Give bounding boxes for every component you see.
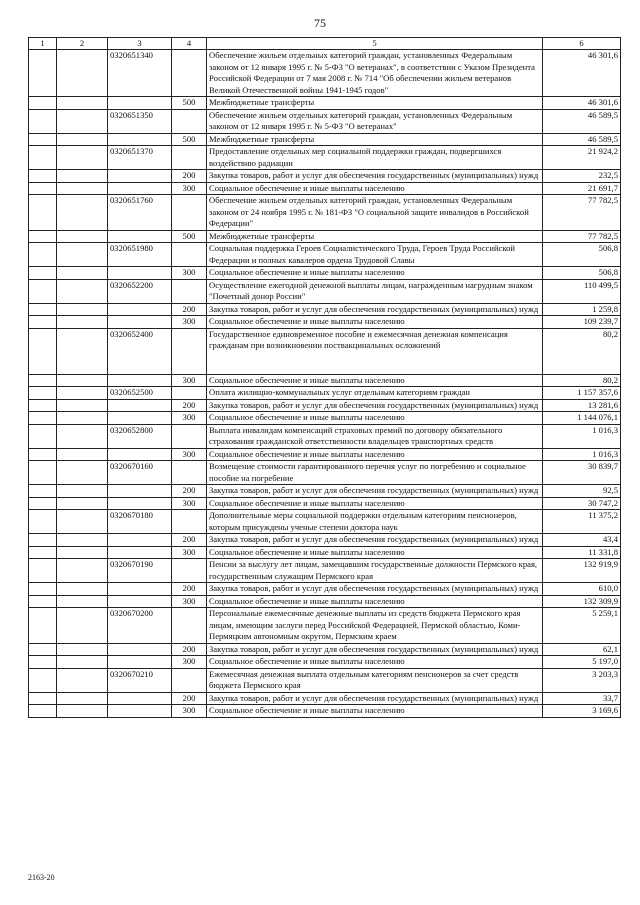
item-description: Пенсии за выслугу лет лицам, замещавшим государственные должности Пермского края, государственным служащим Пермского края [207,559,543,583]
target-article-code: 0320670180 [108,510,172,534]
amount-value: 11 331,8 [543,546,621,559]
table-row [29,399,621,412]
expense-type-code [172,510,207,534]
cell-col1 [29,510,57,534]
header-cell: 5 [207,38,543,50]
expense-type-code: 500 [172,230,207,243]
amount-value: 232,5 [543,170,621,183]
table-row [29,510,621,534]
amount-value: 132 309,9 [543,595,621,608]
expense-type-code [172,146,207,170]
expense-type-code [172,424,207,448]
budget-table [28,37,621,718]
table-body [29,38,621,718]
cell-col1 [29,109,57,133]
item-description: Возмещение стоимости гарантированного перечня услуг по погребению и социальное пособие на погребение [207,461,543,485]
cell-col2 [57,303,108,316]
amount-value: 3 169,6 [543,705,621,718]
header-cell: 4 [172,38,207,50]
expense-type-code: 300 [172,267,207,280]
target-article-code [108,230,172,243]
table-row [29,668,621,692]
amount-value: 109 239,7 [543,316,621,329]
cell-col2 [57,243,108,267]
target-article-code [108,97,172,110]
expense-type-code [172,461,207,485]
amount-value: 610,0 [543,583,621,596]
expense-type-code: 200 [172,303,207,316]
amount-value: 110 499,5 [543,279,621,303]
table-row [29,559,621,583]
cell-col2 [57,328,108,374]
amount-value: 1 144 076,1 [543,412,621,425]
table-row [29,243,621,267]
expense-type-code: 300 [172,497,207,510]
cell-col1 [29,461,57,485]
amount-value: 43,4 [543,534,621,547]
expense-type-code: 300 [172,705,207,718]
amount-value: 5 197,0 [543,656,621,669]
expense-type-code: 300 [172,412,207,425]
item-description: Оплата жилищно-коммунальных услуг отдельным категориям граждан [207,387,543,400]
table-row [29,461,621,485]
amount-value: 1 016,3 [543,448,621,461]
cell-col1 [29,583,57,596]
amount-value: 1 157 357,6 [543,387,621,400]
item-description: Закупка товаров, работ и услуг для обеспечения государственных (муниципальных) нужд [207,170,543,183]
amount-value: 77 782,5 [543,230,621,243]
cell-col1 [29,497,57,510]
amount-value: 132 919,9 [543,559,621,583]
table-row [29,303,621,316]
cell-col2 [57,608,108,644]
expense-type-code [172,243,207,267]
cell-col1 [29,387,57,400]
header-cell: 1 [29,38,57,50]
target-article-code: 0320670160 [108,461,172,485]
item-description: Закупка товаров, работ и услуг для обеспечения государственных (муниципальных) нужд [207,692,543,705]
cell-col2 [57,182,108,195]
cell-col2 [57,705,108,718]
amount-value: 13 281,6 [543,399,621,412]
table-row [29,267,621,280]
amount-value: 62,1 [543,643,621,656]
cell-col1 [29,303,57,316]
table-row [29,279,621,303]
target-article-code [108,534,172,547]
item-description: Социальное обеспечение и иные выплаты населению [207,316,543,329]
expense-type-code: 200 [172,643,207,656]
cell-col1 [29,328,57,374]
item-description: Межбюджетные трансферты [207,230,543,243]
cell-col2 [57,374,108,387]
amount-value: 80,2 [543,374,621,387]
cell-col1 [29,608,57,644]
cell-col2 [57,448,108,461]
cell-col1 [29,195,57,231]
item-description: Социальное обеспечение и иные выплаты населению [207,656,543,669]
item-description: Социальное обеспечение и иные выплаты населению [207,412,543,425]
page-number: 75 [314,16,326,30]
amount-value: 506,8 [543,267,621,280]
item-description: Предоставление отдельных мер социальной поддержки граждан, подвергшихся воздействию радиации [207,146,543,170]
item-description: Социальное обеспечение и иные выплаты населению [207,546,543,559]
target-article-code [108,595,172,608]
cell-col1 [29,170,57,183]
target-article-code: 0320651760 [108,195,172,231]
table-row [29,182,621,195]
target-article-code: 0320670210 [108,668,172,692]
header-cell: 2 [57,38,108,50]
item-description: Социальное обеспечение и иные выплаты населению [207,267,543,280]
expense-type-code: 300 [172,316,207,329]
amount-value: 5 259,1 [543,608,621,644]
item-description: Государственное единовременное пособие и ежемесячная денежная компенсация гражданам при возникновении поствакцинальных осложнений [207,328,543,374]
table-row [29,170,621,183]
expense-type-code: 300 [172,595,207,608]
target-article-code [108,546,172,559]
table-row [29,705,621,718]
cell-col1 [29,448,57,461]
cell-col1 [29,595,57,608]
amount-value: 21 924,2 [543,146,621,170]
item-description: Обеспечение жильем отдельных категорий граждан, установленных Федеральным законом от 12 января 1995 г. № 5-ФЗ "О ветеранах", в соответствии с Указом Президента Российской Федерации от 7 мая 2008 г. № 714 "Об обеспечении жильем ветеранов Великой Отечественной войны 1941-1945 годов" [207,50,543,97]
expense-type-code: 200 [172,583,207,596]
target-article-code: 0320652400 [108,328,172,374]
target-article-code: 0320652500 [108,387,172,400]
item-description: Социальная поддержка Героев Социалистического Труда, Героев Труда Российской Федерации и полных кавалеров ордена Трудовой Славы [207,243,543,267]
cell-col2 [57,50,108,97]
amount-value: 46 589,5 [543,133,621,146]
amount-value: 80,2 [543,328,621,374]
expense-type-code [172,608,207,644]
target-article-code [108,705,172,718]
cell-col2 [57,424,108,448]
target-article-code [108,182,172,195]
expense-type-code [172,328,207,374]
expense-type-code [172,195,207,231]
amount-value: 30 839,7 [543,461,621,485]
cell-col2 [57,595,108,608]
table-row [29,656,621,669]
table-row [29,146,621,170]
cell-col2 [57,510,108,534]
cell-col1 [29,267,57,280]
target-article-code [108,692,172,705]
cell-col2 [57,534,108,547]
table-row [29,230,621,243]
cell-col1 [29,316,57,329]
item-description: Межбюджетные трансферты [207,97,543,110]
cell-col2 [57,399,108,412]
amount-value: 46 589,5 [543,109,621,133]
expense-type-code: 300 [172,656,207,669]
target-article-code [108,133,172,146]
expense-type-code [172,279,207,303]
target-article-code [108,316,172,329]
header-cell: 6 [543,38,621,50]
target-article-code [108,497,172,510]
amount-value: 92,5 [543,485,621,498]
cell-col2 [57,279,108,303]
expense-type-code: 200 [172,692,207,705]
cell-col2 [57,656,108,669]
cell-col2 [57,583,108,596]
cell-col2 [57,485,108,498]
target-article-code: 0320670190 [108,559,172,583]
cell-col2 [57,497,108,510]
item-description: Закупка товаров, работ и услуг для обеспечения государственных (муниципальных) нужд [207,485,543,498]
cell-col1 [29,643,57,656]
cell-col1 [29,534,57,547]
cell-col2 [57,133,108,146]
table-row [29,448,621,461]
cell-col2 [57,546,108,559]
cell-col1 [29,424,57,448]
expense-type-code [172,50,207,97]
item-description: Социальное обеспечение и иные выплаты населению [207,448,543,461]
amount-value: 506,8 [543,243,621,267]
amount-value: 3 203,3 [543,668,621,692]
expense-type-code: 300 [172,448,207,461]
amount-value: 1 259,8 [543,303,621,316]
target-article-code: 0320651350 [108,109,172,133]
target-article-code [108,485,172,498]
table-row [29,109,621,133]
target-article-code [108,412,172,425]
cell-col1 [29,243,57,267]
table-row [29,50,621,97]
table-row [29,133,621,146]
target-article-code: 0320651980 [108,243,172,267]
item-description: Социальное обеспечение и иные выплаты населению [207,374,543,387]
expense-type-code [172,109,207,133]
table-row [29,534,621,547]
amount-value: 46 301,6 [543,97,621,110]
amount-value: 46 301,6 [543,50,621,97]
item-description: Социальное обеспечение и иные выплаты населению [207,595,543,608]
expense-type-code: 200 [172,534,207,547]
expense-type-code: 500 [172,133,207,146]
expense-type-code: 200 [172,399,207,412]
cell-col1 [29,182,57,195]
cell-col2 [57,387,108,400]
cell-col2 [57,146,108,170]
cell-col1 [29,559,57,583]
item-description: Социальное обеспечение и иные выплаты населению [207,182,543,195]
target-article-code [108,399,172,412]
table-row [29,595,621,608]
amount-value: 1 016,3 [543,424,621,448]
table-row [29,583,621,596]
item-description: Социальное обеспечение и иные выплаты населению [207,497,543,510]
cell-col2 [57,643,108,656]
item-description: Закупка товаров, работ и услуг для обеспечения государственных (муниципальных) нужд [207,643,543,656]
item-description: Закупка товаров, работ и услуг для обеспечения государственных (муниципальных) нужд [207,399,543,412]
table-row [29,546,621,559]
cell-col2 [57,316,108,329]
header-cell: 3 [108,38,172,50]
table-row [29,608,621,644]
target-article-code [108,643,172,656]
table-row [29,485,621,498]
cell-col1 [29,97,57,110]
cell-col2 [57,195,108,231]
cell-col1 [29,705,57,718]
footer-code: 2163-20 [28,873,55,882]
cell-col1 [29,279,57,303]
target-article-code: 0320652200 [108,279,172,303]
cell-col1 [29,146,57,170]
cell-col2 [57,559,108,583]
expense-type-code [172,559,207,583]
amount-value: 77 782,5 [543,195,621,231]
amount-value: 30 747,2 [543,497,621,510]
item-description: Обеспечение жильем отдельных категорий граждан, установленных Федеральным законом от 24 ноября 1995 г. № 181-ФЗ "О социальной защите инвалидов в Российской Федерации" [207,195,543,231]
target-article-code: 0320670200 [108,608,172,644]
table-row [29,643,621,656]
expense-type-code [172,668,207,692]
cell-col2 [57,668,108,692]
cell-col1 [29,230,57,243]
target-article-code [108,583,172,596]
expense-type-code: 200 [172,485,207,498]
target-article-code [108,374,172,387]
cell-col1 [29,546,57,559]
cell-col1 [29,399,57,412]
item-description: Межбюджетные трансферты [207,133,543,146]
target-article-code [108,303,172,316]
expense-type-code: 300 [172,182,207,195]
table-row [29,374,621,387]
expense-type-code: 200 [172,170,207,183]
table-header-row [29,38,621,50]
expense-type-code: 500 [172,97,207,110]
item-description: Ежемесячная денежная выплата отдельным категориям пенсионеров за счет средств бюджета Пермского края [207,668,543,692]
item-description: Дополнительные меры социальной поддержки отдельным категориям пенсионеров, которым присуждены ученые степени доктора наук [207,510,543,534]
amount-value: 33,7 [543,692,621,705]
cell-col1 [29,412,57,425]
target-article-code: 0320651340 [108,50,172,97]
cell-col2 [57,97,108,110]
cell-col1 [29,692,57,705]
table-row [29,195,621,231]
cell-col2 [57,267,108,280]
table-row [29,497,621,510]
table-row [29,97,621,110]
cell-col2 [57,412,108,425]
cell-col1 [29,656,57,669]
cell-col1 [29,374,57,387]
target-article-code [108,448,172,461]
item-description: Обеспечение жильем отдельных категорий граждан, установленных Федеральным законом от 12 января 1995 г. № 5-ФЗ "О ветеранах" [207,109,543,133]
cell-col2 [57,692,108,705]
cell-col2 [57,461,108,485]
table-row [29,328,621,374]
item-description: Закупка товаров, работ и услуг для обеспечения государственных (муниципальных) нужд [207,534,543,547]
expense-type-code [172,387,207,400]
cell-col1 [29,485,57,498]
amount-value: 21 691,7 [543,182,621,195]
expense-type-code: 300 [172,374,207,387]
item-description: Закупка товаров, работ и услуг для обеспечения государственных (муниципальных) нужд [207,303,543,316]
table-row [29,387,621,400]
item-description: Социальное обеспечение и иные выплаты населению [207,705,543,718]
cell-col2 [57,109,108,133]
table-row [29,316,621,329]
item-description: Закупка товаров, работ и услуг для обеспечения государственных (муниципальных) нужд [207,583,543,596]
expense-type-code: 300 [172,546,207,559]
cell-col2 [57,170,108,183]
target-article-code: 0320651370 [108,146,172,170]
item-description: Персональные ежемесячные денежные выплаты из средств бюджета Пермского края лицам, имеющим заслуги перед Российской Федерацией, Пермской областью, Коми-Пермяцким автономным округом, Пермским краем [207,608,543,644]
table-row [29,424,621,448]
cell-col1 [29,50,57,97]
target-article-code [108,170,172,183]
target-article-code [108,656,172,669]
target-article-code: 0320652800 [108,424,172,448]
target-article-code [108,267,172,280]
item-description: Осуществление ежегодной денежной выплаты лицам, награжденным нагрудным знаком "Почетный донор России" [207,279,543,303]
table-row [29,692,621,705]
cell-col1 [29,668,57,692]
cell-col2 [57,230,108,243]
table-row [29,412,621,425]
item-description: Выплата инвалидам компенсаций страховых премий по договору обязательного страхования гражданской ответственности владельцев транспортных средств [207,424,543,448]
cell-col1 [29,133,57,146]
amount-value: 11 375,2 [543,510,621,534]
